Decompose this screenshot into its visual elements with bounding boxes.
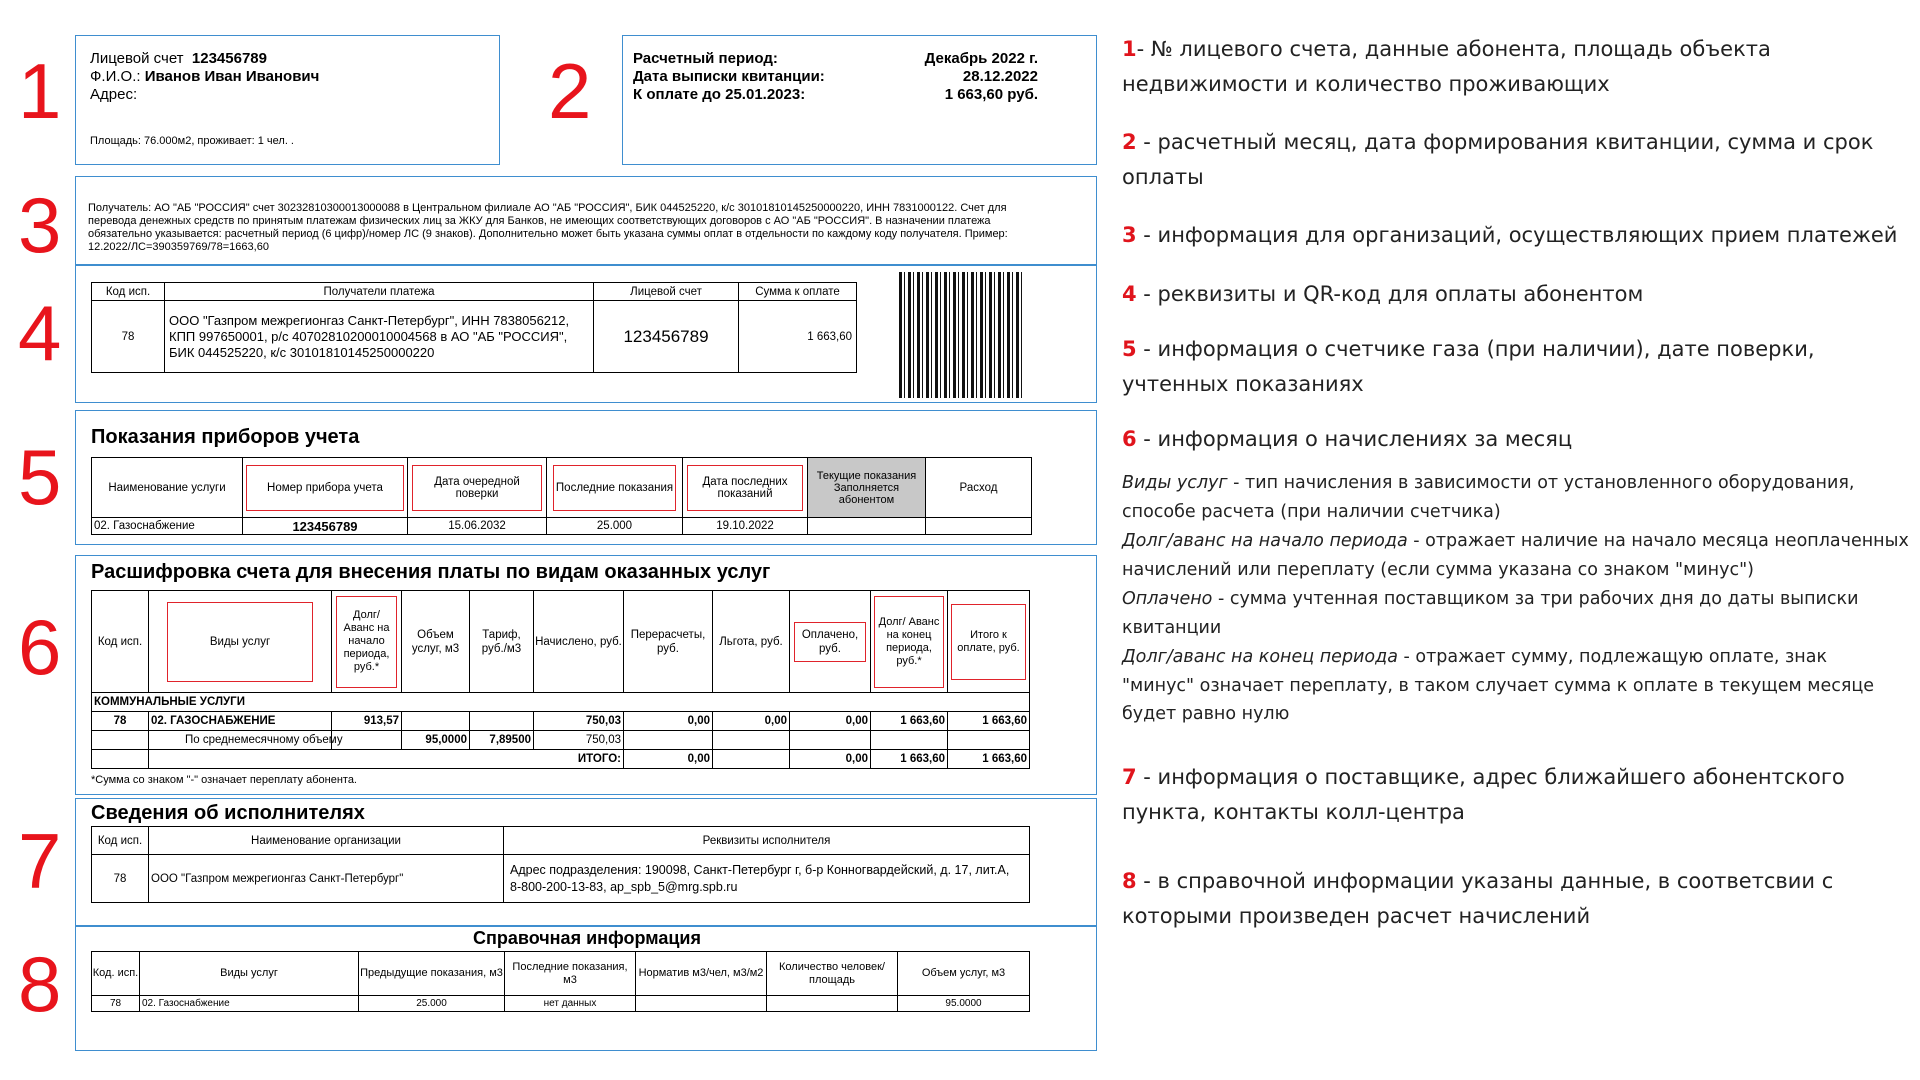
account-label: Лицевой счет	[90, 50, 184, 67]
meter-table	[91, 457, 1032, 535]
account-line	[90, 50, 267, 68]
col-service: Наименование услуги	[92, 458, 243, 518]
recipient-account: 123456789	[594, 301, 739, 373]
recipient-details: ООО "Газпром межрегионгаз Санкт-Петербург", ИНН 7838056212, КПП 997650001, р/с 40702810200010004568 в АО "АБ "РОССИЯ", БИК 044525220, к/с 30101810145250000220	[165, 301, 594, 373]
col-account: Лицевой счет	[594, 283, 739, 301]
table-row: 78 02. Газоснабжение 25.000 нет данных 95.0000	[92, 996, 1030, 1012]
issue-date-row: Дата выписки квитанции: 28.12.2022	[633, 68, 1038, 85]
payment-info-block	[75, 176, 1097, 265]
recipient-sum: 1 663,60	[739, 301, 857, 373]
col-details: Реквизиты исполнителя	[504, 827, 1030, 855]
col-accrued: Начислено, руб.	[534, 591, 624, 693]
col-volume: Объем услуг, м3	[402, 591, 470, 693]
meter-last-date: 19.10.2022	[683, 518, 808, 535]
col-next-check: Дата очередной поверки	[412, 465, 542, 511]
reference-table: Код. исп. Виды услуг Предыдущие показания, м3 Последние показания, м3 Норматив м3/чел, м3/м2 Количество человек/ площадь Объем услуг, м3 78 02. Газоснабжение 25.000 нет данных 95.0000	[91, 951, 1030, 1012]
marker-7: 7	[18, 817, 62, 905]
charges-title: Расшифровка счета для внесения платы по видам оказанных услуг	[91, 561, 771, 583]
provider-org: ООО "Газпром межрегионгаз Санкт-Петербург"	[149, 855, 504, 903]
reference-title: Справочная информация	[472, 928, 701, 948]
col-last-date: Дата последних показаний	[687, 465, 803, 511]
meter-next-check: 15.06.2032	[408, 518, 547, 535]
col-paid: Оплачено, руб.	[794, 622, 866, 662]
charges-block	[75, 555, 1097, 795]
reference-block	[75, 926, 1097, 1051]
recipient-block	[75, 265, 1097, 403]
legend-item-6: 6 - информация о начислениях за месяц	[1122, 427, 1573, 451]
marker-6: 6	[18, 603, 62, 691]
legend-item-4: 4 - реквизиты и QR-код для оплаты абонентом	[1122, 282, 1644, 306]
marker-1: 1	[18, 47, 62, 135]
fio-label: Ф.И.О.:	[90, 68, 141, 85]
fio-value: Иванов Иван Иванович	[144, 68, 320, 85]
legend-item-7: 7 - информация о поставщике, адрес ближайшего абонентского пункта, контакты колл-центра	[1122, 765, 1845, 824]
col-current-reading: Текущие показания Заполняется абонентом	[808, 458, 926, 518]
marker-3: 3	[18, 181, 62, 269]
provider-table	[91, 826, 1030, 903]
meter-title: Показания приборов учета	[91, 426, 360, 448]
explanation-debt-start: Долг/аванс на начало периода - отражает наличие на начало месяца неоплаченных начислений или переплату (если сумма указана со знаком "минус")	[1122, 531, 1909, 580]
provider-details: Адрес подразделения: 190098, Санкт-Петербург г, б-р Конногвардейский, д. 17, лит.А, 8-800-200-13-83, ap_spb_5@mrg.spb.ru	[504, 855, 1030, 903]
col-sum: Сумма к оплате	[739, 283, 857, 301]
col-services: Виды услуг	[167, 602, 313, 682]
provider-title: Сведения об исполнителях	[91, 802, 365, 824]
legend-item-2: 2 - расчетный месяц, дата формирования квитанции, сумма и срок оплаты	[1122, 130, 1874, 189]
col-code: Код исп.	[92, 827, 149, 855]
group-label: КОММУНАЛЬНЫЕ УСЛУГИ	[92, 693, 1030, 712]
explanation-debt-end: Долг/аванс на конец периода - отражает сумму, подлежащую оплате, знак "минус" означает переплату, в таком случает сумма к оплате в текущем месяце будет равно нулю	[1122, 647, 1875, 724]
legend-item-1: 1- № лицевого счета, данные абонента, площадь объекта недвижимости и количество проживающих	[1122, 37, 1771, 96]
provider-code: 78	[92, 855, 149, 903]
area-info: Площадь: 76.000м2, проживает: 1 чел. .	[90, 135, 294, 147]
bank-info-text: Получатель: АО "АБ "РОССИЯ" счет 30232810300013000088 в Центральном филиале АО "АБ "РОССИЯ", БИК 044525220, к/с 30101810145250000220, ИНН 7831000122. Счет для перевода денежных средств по принятым платежам физических лиц за ЖКУ для Банков, не имеющих соответствующих договоров с АО "АБ "РОССИЯ". В назначении платежа обязательно указывается: расчетный период (6 цифр)/номер ЛС (9 знаков). Дополнительно может быть указана суммы оплат в отдельности по каждому коду получателя. Пример: 12.2022/ЛС=390359769/78=1663,60	[88, 202, 1008, 253]
recipient-table	[91, 282, 857, 373]
col-benefit: Льгота, руб.	[713, 591, 790, 693]
explanation-services: Виды услуг - тип начисления в зависимости от установленного оборудования, способе расчета (при наличии счетчика)	[1122, 473, 1855, 522]
legend-item-3: 3 - информация для организаций, осуществляющих прием платежей	[1122, 223, 1898, 247]
col-total: Итого к оплате, руб.	[951, 604, 1026, 680]
col-code: Код исп.	[92, 591, 149, 693]
col-debt-start: Долг/ Аванс на начало периода, руб.*	[336, 596, 397, 688]
col-tariff: Тариф, руб./м3	[470, 591, 534, 693]
col-consumption: Расход	[926, 458, 1032, 518]
marker-8: 8	[18, 940, 62, 1028]
marker-5: 5	[18, 433, 62, 521]
meter-block	[75, 410, 1097, 545]
col-last-reading: Последние показания	[553, 465, 676, 511]
fio-line	[90, 68, 319, 86]
legend-item-8: 8 - в справочной информации указаны данные, в соответсвии с которыми произведен расчет начислений	[1122, 869, 1834, 928]
legend-item-5: 5 - информация о счетчике газа (при наличии), дате поверки, учтенных показаниях	[1122, 337, 1815, 396]
meter-current-reading	[808, 518, 926, 535]
qr-code-icon	[899, 272, 1025, 398]
account-number: 123456789	[191, 50, 267, 67]
provider-block	[75, 798, 1097, 926]
col-code: Код исп.	[92, 283, 165, 301]
meter-consumption	[926, 518, 1032, 535]
meter-number: 123456789	[243, 518, 408, 535]
meter-service: 02. Газоснабжение	[92, 518, 243, 535]
table-row: ИТОГО: 0,00 0,00 1 663,60 1 663,60	[92, 750, 1030, 769]
col-recalc: Перерасчеты, руб.	[624, 591, 713, 693]
meter-last-reading: 25.000	[547, 518, 683, 535]
address-label: Адрес:	[90, 86, 138, 103]
period-block	[622, 35, 1097, 165]
col-debt-end: Долг/ Аванс на конец периода, руб.*	[874, 596, 944, 688]
col-recipient: Получатели платежа	[165, 283, 594, 301]
charges-footnote: *Сумма со знаком "-" означает переплату абонента.	[91, 774, 357, 786]
recipient-code: 78	[92, 301, 165, 373]
charges-table	[91, 590, 1030, 769]
period-row: Расчетный период: Декабрь 2022 г.	[633, 50, 1038, 67]
table-row: 78 02. ГАЗОСНАБЖЕНИЕ 913,57 750,03 0,00 0,00 0,00 1 663,60 1 663,60	[92, 712, 1030, 731]
marker-4: 4	[18, 289, 62, 377]
col-org: Наименование организации	[149, 827, 504, 855]
account-block	[75, 35, 500, 165]
due-row: К оплате до 25.01.2023: 1 663,60 руб.	[633, 86, 1038, 103]
marker-2: 2	[548, 47, 592, 135]
col-meter-number: Номер прибора учета	[246, 465, 404, 511]
explanation-paid: Оплачено - сумма учтенная поставщиком за три рабочих дня до даты выписки квитанции	[1122, 589, 1859, 638]
table-row: По среднемесячному объему 95,0000 7,89500 750,03	[92, 731, 1030, 750]
